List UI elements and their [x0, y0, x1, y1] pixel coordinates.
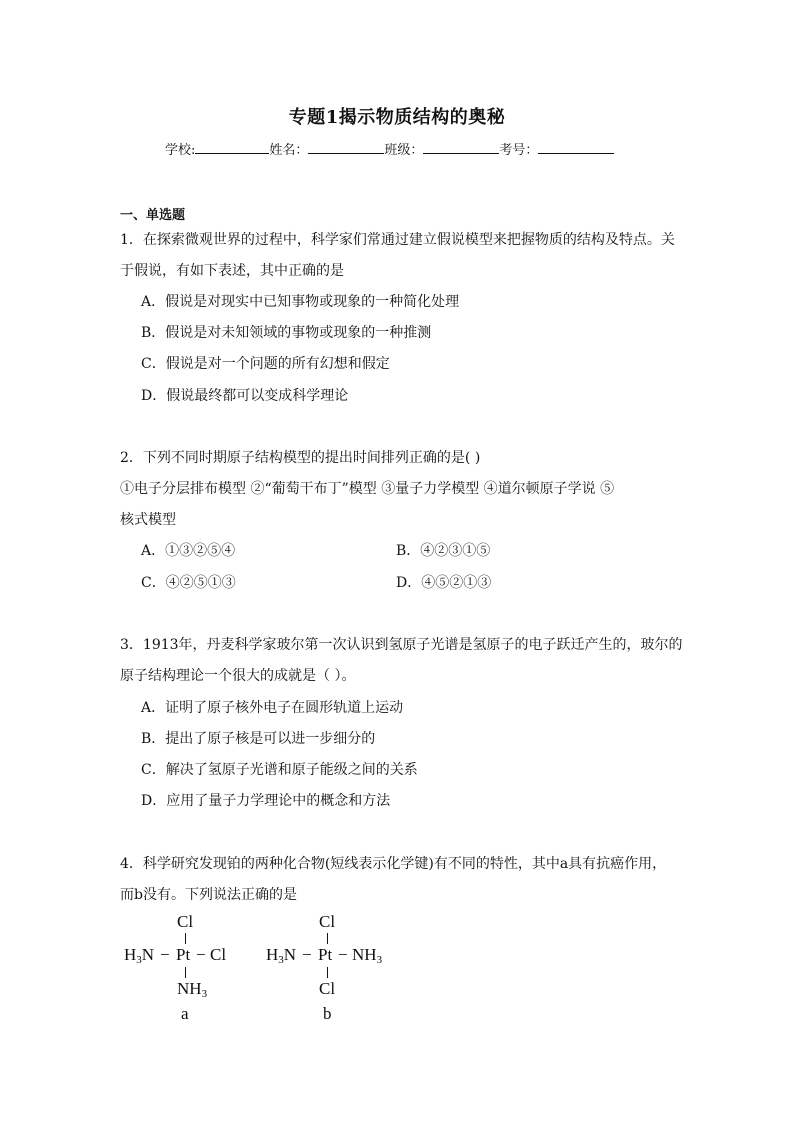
- structure-b-bottom-cl: Cl: [319, 979, 336, 998]
- q1-stem-line1: 1．在探索微观世界的过程中，科学家们常通过建立假说模型来把握物质的结构及特点。关: [120, 232, 675, 248]
- q4-stem-line1: 4．科学研究发现铂的两种化合物(短线表示化学键)有不同的特性，其中a具有抗癌作用，: [120, 856, 667, 872]
- structure-a-label: a: [181, 1004, 189, 1023]
- q2-option-a[interactable]: A．①③②⑤④: [141, 543, 236, 559]
- name-blank[interactable]: [308, 141, 384, 154]
- school-blank[interactable]: [195, 141, 269, 154]
- exam-no-label: 考号：: [499, 143, 539, 158]
- q3-option-b[interactable]: B．提出了原子核是可以进一步细分的: [141, 731, 376, 747]
- q2-option-b[interactable]: B．④②③①⑤: [396, 543, 491, 559]
- structure-a-left-group: $H_3N$: [124, 945, 155, 966]
- structure-a-top-bond: [185, 933, 186, 944]
- q2-option-c[interactable]: C．④②⑤①③: [141, 575, 236, 591]
- structure-b-left-bond: −: [302, 945, 312, 964]
- structure-b-left-group: $H_3N$: [266, 945, 297, 966]
- q3-option-a[interactable]: A．证明了原子核外电子在圆形轨道上运动: [141, 700, 404, 716]
- q1-option-c[interactable]: C．假说是对一个问题的所有幻想和假定: [141, 356, 390, 372]
- structure-a-bottom-bond: [185, 967, 186, 978]
- q1-stem-line2: 于假说，有如下表述，其中正确的是: [120, 263, 344, 279]
- class-label: 班级：: [384, 143, 424, 158]
- q2-stem-line2: ①电子分层排布模型 ②“葡萄干布丁”模型 ③量子力学模型 ④道尔顿原子学说 ⑤: [120, 481, 615, 497]
- structure-b-top-bond: [327, 933, 328, 944]
- q3-option-c[interactable]: C．解决了氢原子光谱和原子能级之间的关系: [141, 762, 418, 778]
- exam-no-blank[interactable]: [538, 141, 614, 154]
- name-label: 姓名：: [269, 143, 309, 158]
- structure-b-top-cl: Cl: [319, 912, 336, 931]
- q2-option-d[interactable]: D．④⑤②①③: [396, 575, 492, 591]
- q1-option-a[interactable]: A．假说是对现实中已知事物或现象的一种简化处理: [141, 294, 460, 310]
- structure-b-right-group: $NH_3$: [352, 945, 383, 966]
- page-title: 专题1揭示物质结构的奥秘: [288, 107, 506, 128]
- class-blank[interactable]: [423, 141, 499, 154]
- school-label: 学校:: [165, 143, 196, 158]
- q1-option-b[interactable]: B．假说是对未知领域的事物或现象的一种推测: [141, 325, 432, 341]
- section-heading: 一、单选题: [120, 208, 186, 223]
- q1-option-d[interactable]: D．假说最终都可以变成科学理论: [141, 388, 349, 404]
- structure-a-top-cl: Cl: [177, 912, 194, 931]
- q3-option-d[interactable]: D．应用了量子力学理论中的概念和方法: [141, 793, 391, 809]
- structure-b-bottom-bond: [327, 967, 328, 978]
- structure-a-bottom-group: $NH_3$: [177, 979, 208, 1000]
- q2-stem-line3: 核式模型: [120, 512, 176, 528]
- structure-a-center-pt: Pt: [176, 945, 191, 964]
- structure-b-right-bond: −: [338, 945, 348, 964]
- structure-b-label: b: [323, 1004, 332, 1023]
- student-info-line: [165, 139, 665, 158]
- structure-b-center-pt: Pt: [318, 945, 333, 964]
- structure-a-right-bond: −: [196, 945, 206, 964]
- structure-a-right-cl: Cl: [210, 945, 227, 964]
- q3-stem-line2: 原子结构理论一个很大的成就是（ ）。: [120, 668, 356, 684]
- q2-stem-line1: 2．下列不同时期原子结构模型的提出时间排列正确的是( ): [120, 450, 481, 466]
- q3-stem-line1: 3．1913年，丹麦科学家玻尔第一次认识到氢原子光谱是氢原子的电子跃迁产生的，玻尔的: [120, 637, 683, 653]
- q4-stem-line2: 而b没有。下列说法正确的是: [120, 887, 297, 903]
- structure-a-left-bond: −: [160, 945, 170, 964]
